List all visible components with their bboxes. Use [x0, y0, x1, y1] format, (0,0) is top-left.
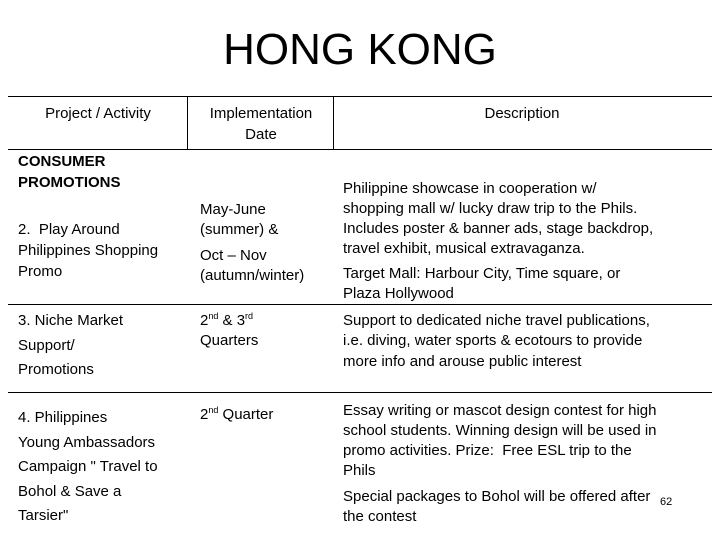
row3-project-line: 4. Philippines — [18, 409, 108, 426]
header-date-line2: Date — [245, 126, 277, 143]
row3-description-line: Special packages to Bohol will be offered after — [343, 488, 651, 505]
row2-project-line: Support/ — [18, 337, 75, 354]
row2-description-line: more info and arouse public interest — [343, 353, 582, 370]
row1-description-line: shopping mall w/ lucky draw trip to the Phils. — [343, 200, 638, 217]
row2-project-line: 3. Niche Market — [18, 312, 124, 329]
row3-project-line: Young Ambassadors — [18, 434, 156, 451]
row2-date-line2: Quarters — [200, 332, 259, 349]
row3-top-border — [8, 392, 712, 393]
row3-project-line: Campaign " Travel to — [18, 458, 158, 475]
row1-project-line: Promo — [18, 263, 63, 280]
header-date-line1: Implementation — [209, 105, 313, 122]
row3-date-line: 2nd Quarter — [200, 405, 274, 423]
row2-description-line: i.e. diving, water sports & ecotours to provide — [343, 332, 643, 349]
row3-description-line: promo activities. Prize: Free ESL trip to the — [343, 442, 632, 459]
page-title: HONG KONG — [223, 25, 497, 74]
row3-description-line: Essay writing or mascot design contest for high — [343, 402, 657, 419]
row2-date-line1: 2nd & 3rd — [200, 311, 254, 329]
section-label-line2: PROMOTIONS — [18, 174, 121, 191]
header-project: Project / Activity — [45, 105, 151, 122]
row1-description-line: Philippine showcase in cooperation w/ — [343, 180, 597, 197]
row1-project-line: 2. Play Around — [18, 221, 120, 238]
row1-date-line: Oct – Nov — [200, 247, 267, 264]
row3-description-line: school students. Winning design will be used in — [343, 422, 657, 439]
row1-description-line: Includes poster & banner ads, stage backdrop, — [343, 220, 654, 237]
row3-project-line: Bohol & Save a — [18, 483, 122, 500]
row2-top-border — [8, 304, 712, 305]
row2-project-line: Promotions — [18, 361, 94, 378]
row1-date-line: (summer) & — [200, 221, 279, 238]
col-divider-1 — [187, 96, 188, 149]
row1-description-line: travel exhibit, musical extravaganza. — [343, 240, 585, 257]
row1-description-line: Plaza Hollywood — [343, 285, 454, 302]
row1-project-line: Philippines Shopping — [18, 242, 159, 259]
header-description: Description — [484, 105, 560, 122]
table-top-border — [8, 96, 712, 97]
col-divider-2 — [333, 96, 334, 149]
section-label-line1: CONSUMER — [18, 153, 106, 170]
row3-project-line: Tarsier" — [18, 507, 69, 524]
page-number: 62 — [660, 496, 673, 508]
row3-description-line: the contest — [343, 508, 417, 525]
row3-description-line: Phils — [343, 462, 376, 479]
row2-description-line: Support to dedicated niche travel publications, — [343, 312, 650, 329]
row1-description-line: Target Mall: Harbour City, Time square, or — [343, 265, 621, 282]
row1-date-line: (autumn/winter) — [200, 267, 305, 284]
row1-date-line: May-June — [200, 201, 266, 218]
header-bottom-border — [8, 149, 712, 150]
